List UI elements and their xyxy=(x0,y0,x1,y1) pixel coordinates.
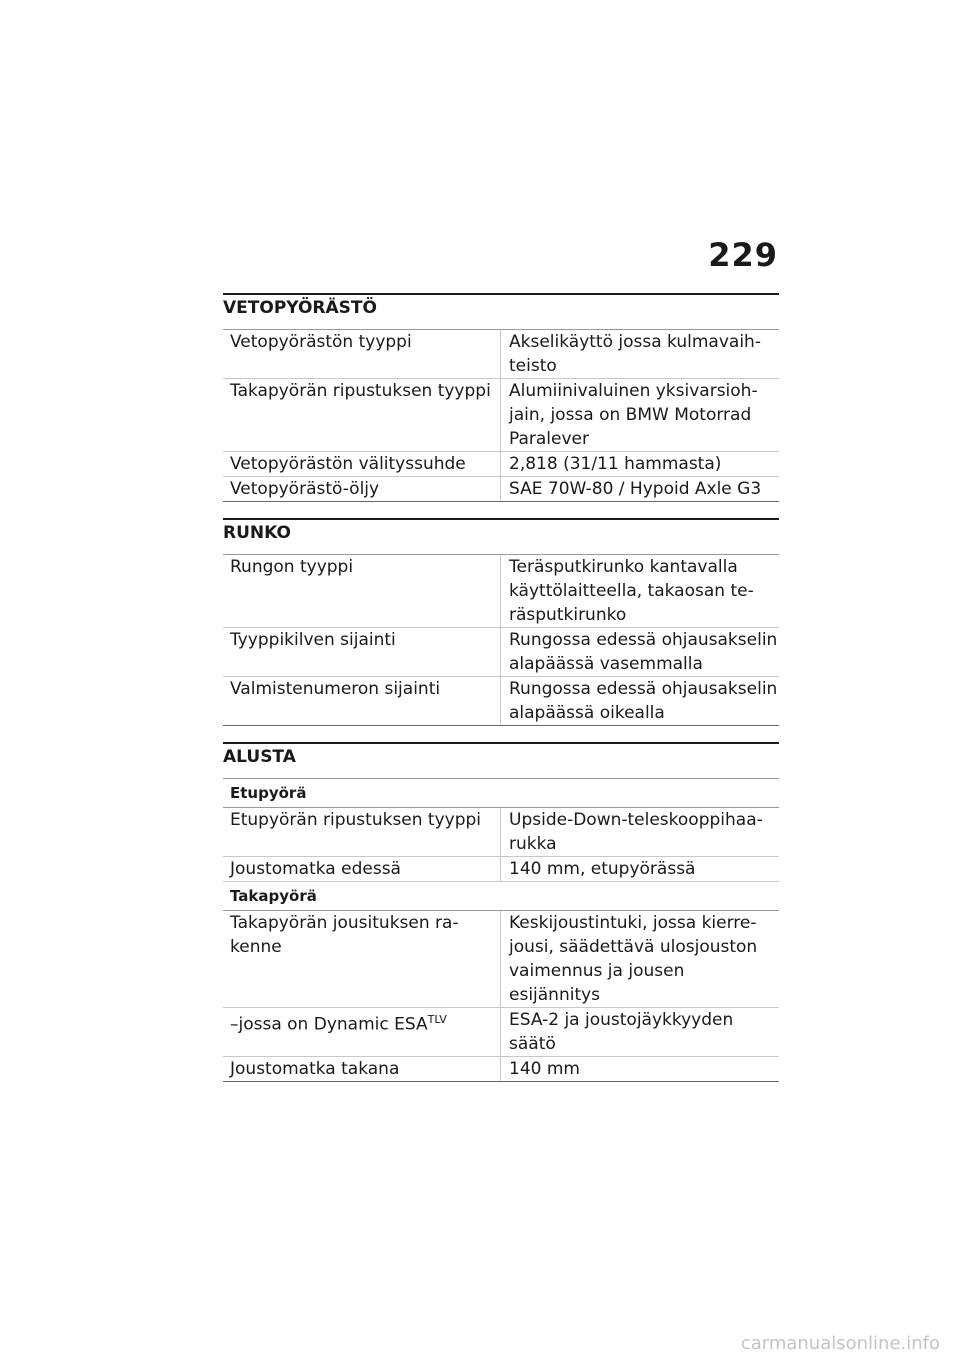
table-row xyxy=(223,452,779,477)
table-row xyxy=(223,1057,779,1082)
section-title: ALUSTA xyxy=(223,744,779,779)
table-row xyxy=(223,808,779,857)
spec-label: Joustomatka edessä xyxy=(223,857,501,882)
table-row xyxy=(223,330,779,379)
spec-label: Vetopyörästön välityssuhde xyxy=(223,452,501,477)
page-number: 229 xyxy=(708,236,778,274)
section-title: RUNKO xyxy=(223,520,779,555)
subsection-title: Etupyörä xyxy=(223,779,779,808)
spec-label: Takapyörän jousituksen ra-kenne xyxy=(223,911,501,1008)
spec-label: Joustomatka takana xyxy=(223,1057,501,1082)
table-row xyxy=(223,555,779,628)
section-vetopyorasto xyxy=(223,293,779,502)
spec-table xyxy=(223,330,779,502)
spec-table xyxy=(223,779,779,1082)
table-row xyxy=(223,677,779,726)
spec-value: SAE 70W-80 / Hypoid Axle G3 xyxy=(501,477,780,502)
spec-value: ESA-2 ja joustojäykkyyden säätö xyxy=(501,1008,780,1057)
spec-label: Rungon tyyppi xyxy=(223,555,501,628)
watermark: carmanualsonline.info xyxy=(740,1333,940,1354)
spec-value: Alumiinivaluinen yksivarsioh-jain, jossa on BMW Motorrad Paralever xyxy=(501,379,780,452)
spec-table xyxy=(223,555,779,726)
spec-label: Vetopyörästö-öljy xyxy=(223,477,501,502)
spec-value: Akselikäyttö jossa kulmavaih-teisto xyxy=(501,330,780,379)
spec-value: Rungossa edessä ohjausakselin alapäässä oikealla xyxy=(501,677,780,726)
spec-label: Etupyörän ripustuksen tyyppi xyxy=(223,808,501,857)
spec-value: Keskijoustintuki, jossa kierre-jousi, säädettävä ulosjouston vaimennus ja jousen esijännitys xyxy=(501,911,780,1008)
table-row xyxy=(223,379,779,452)
spec-value: 140 mm xyxy=(501,1057,780,1082)
section-runko xyxy=(223,518,779,726)
spec-label: Valmistenumeron sijainti xyxy=(223,677,501,726)
spec-label: Tyyppikilven sijainti xyxy=(223,628,501,677)
subsection-title: Takapyörä xyxy=(223,882,779,911)
spec-label xyxy=(223,1008,501,1057)
section-title: VETOPYÖRÄSTÖ xyxy=(223,295,779,330)
table-row xyxy=(223,857,779,882)
trademark-superscript: TLV xyxy=(427,1013,447,1026)
table-row xyxy=(223,911,779,1008)
spec-content xyxy=(223,293,779,1098)
table-row xyxy=(223,477,779,502)
spec-value: Rungossa edessä ohjausakselin alapäässä vasemmalla xyxy=(501,628,780,677)
spec-value: 140 mm, etupyörässä xyxy=(501,857,780,882)
spec-value: Upside-Down-teleskooppihaa-rukka xyxy=(501,808,780,857)
spec-value: Teräsputkirunko kantavalla käyttölaitteella, takaosan te-räsputkirunko xyxy=(501,555,780,628)
table-row xyxy=(223,628,779,677)
spec-label: Vetopyörästön tyyppi xyxy=(223,330,501,379)
section-alusta xyxy=(223,742,779,1082)
spec-label: Takapyörän ripustuksen tyyppi xyxy=(223,379,501,452)
table-row xyxy=(223,1008,779,1057)
subsection-row xyxy=(223,779,779,808)
spec-value: 2,818 (31/11 hammasta) xyxy=(501,452,780,477)
spec-label-text: –jossa on Dynamic ESA xyxy=(230,1014,428,1035)
subsection-row xyxy=(223,882,779,911)
